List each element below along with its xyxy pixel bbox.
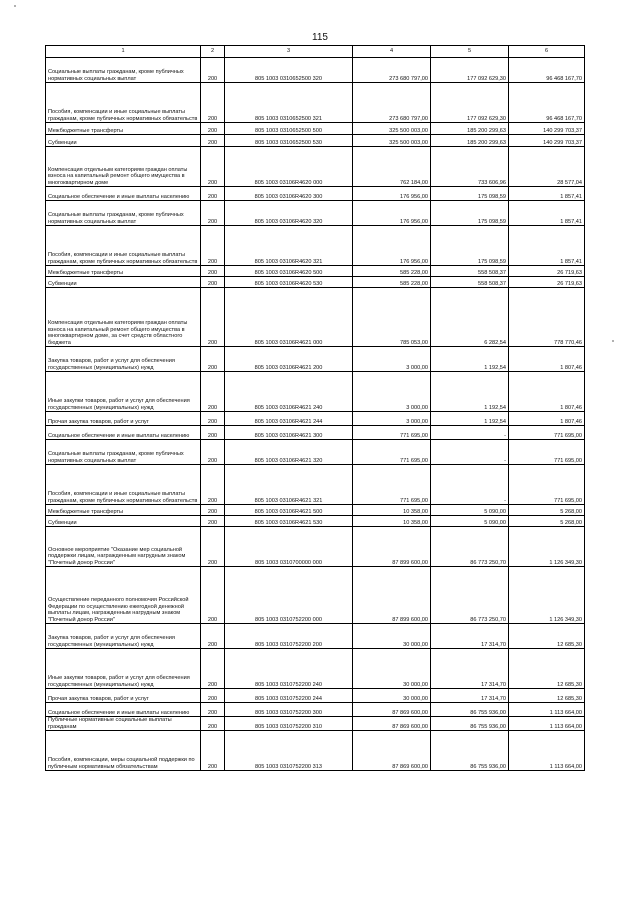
row-executed-cell: 86 773 250,70 <box>431 527 509 567</box>
row-budget-code-cell: 805 1003 0310752200 000 <box>225 567 353 624</box>
row-unexecuted-cell: 5 268,00 <box>509 505 585 516</box>
row-executed-cell: 17 314,70 <box>431 624 509 649</box>
page-number: 115 <box>312 32 328 43</box>
row-name-cell: Иные закупки товаров, работ и услуг для обеспечения государственных (муниципальных) нужд <box>46 372 201 412</box>
row-budget-code-cell: 805 1003 0310752200 244 <box>225 689 353 703</box>
row-unexecuted-cell: 1 113 664,00 <box>509 731 585 771</box>
row-unexecuted-cell: 1 857,41 <box>509 201 585 226</box>
row-line-code-cell: 200 <box>201 703 225 717</box>
row-executed-cell: - <box>431 465 509 505</box>
row-assigned-cell: 87 899 600,00 <box>353 567 431 624</box>
row-name-cell: Прочая закупка товаров, работ и услуг <box>46 412 201 426</box>
row-line-code-cell: 200 <box>201 505 225 516</box>
row-assigned-cell: 3 000,00 <box>353 372 431 412</box>
table-row <box>46 426 585 440</box>
row-unexecuted-cell: 5 268,00 <box>509 516 585 527</box>
row-executed-cell: 86 755 936,00 <box>431 717 509 731</box>
row-budget-code-cell: 805 1003 0310652500 321 <box>225 83 353 123</box>
row-budget-code-cell: 805 1003 03106R4621 240 <box>225 372 353 412</box>
table-row <box>46 58 585 83</box>
table-row <box>46 372 585 412</box>
row-unexecuted-cell: 26 719,63 <box>509 266 585 277</box>
row-assigned-cell: 585 228,00 <box>353 266 431 277</box>
row-budget-code-cell: 805 1003 03106R4620 320 <box>225 201 353 226</box>
row-unexecuted-cell: 12 685,30 <box>509 689 585 703</box>
row-budget-code-cell: 805 1003 03106R4621 320 <box>225 440 353 465</box>
row-unexecuted-cell: 12 685,30 <box>509 649 585 689</box>
row-executed-cell: 1 192,54 <box>431 412 509 426</box>
row-budget-code-cell: 805 1003 03106R4620 000 <box>225 147 353 187</box>
budget-table <box>45 45 585 771</box>
row-assigned-cell: 771 695,00 <box>353 440 431 465</box>
row-name-cell: Компенсация отдельным категориям граждан оплаты взноса на капитальный ремонт общего имущества в многоквартирном доме, за счет средств областного бюджета <box>46 288 201 347</box>
row-name-cell: Пособия, компенсации и иные социальные выплаты гражданам, кроме публичных нормативных обязательств <box>46 226 201 266</box>
row-line-code-cell: 200 <box>201 347 225 372</box>
row-budget-code-cell: 805 1003 03106R4621 300 <box>225 426 353 440</box>
row-line-code-cell: 200 <box>201 135 225 147</box>
row-name-cell: Пособия, компенсации и иные социальные выплаты гражданам, кроме публичных нормативных обязательств <box>46 83 201 123</box>
row-assigned-cell: 771 695,00 <box>353 426 431 440</box>
row-budget-code-cell: 805 1003 03106R4621 500 <box>225 505 353 516</box>
row-unexecuted-cell: 140 299 703,37 <box>509 123 585 135</box>
table-row <box>46 226 585 266</box>
row-line-code-cell: 200 <box>201 717 225 731</box>
table-row <box>46 717 585 731</box>
row-unexecuted-cell: 1 113 664,00 <box>509 717 585 731</box>
row-assigned-cell: 325 500 003,00 <box>353 135 431 147</box>
table-row <box>46 703 585 717</box>
column-header-5: 5 <box>431 46 509 58</box>
row-assigned-cell: 87 869 600,00 <box>353 731 431 771</box>
row-assigned-cell: 762 184,00 <box>353 147 431 187</box>
row-executed-cell: 5 090,00 <box>431 516 509 527</box>
row-line-code-cell: 200 <box>201 83 225 123</box>
row-executed-cell: 6 282,54 <box>431 288 509 347</box>
row-budget-code-cell: 805 1003 0310652500 320 <box>225 58 353 83</box>
table-row <box>46 83 585 123</box>
row-line-code-cell: 200 <box>201 123 225 135</box>
row-name-cell: Субвенции <box>46 277 201 288</box>
row-name-cell: Субвенции <box>46 135 201 147</box>
table-row <box>46 147 585 187</box>
table-row <box>46 412 585 426</box>
row-unexecuted-cell: 1 857,41 <box>509 187 585 201</box>
row-executed-cell: 86 755 936,00 <box>431 703 509 717</box>
row-unexecuted-cell: 96 468 167,70 <box>509 83 585 123</box>
column-header-1: 1 <box>46 46 201 58</box>
row-budget-code-cell: 805 1003 0310700000 000 <box>225 527 353 567</box>
row-name-cell: Основное мероприятие "Оказание мер социальной поддержки лицам, награжденным нагрудным знаком "Почетный донор России" <box>46 527 201 567</box>
table-row <box>46 277 585 288</box>
row-executed-cell: 733 606,96 <box>431 147 509 187</box>
row-line-code-cell: 200 <box>201 201 225 226</box>
row-name-cell: Закупка товаров, работ и услуг для обеспечения государственных (муниципальных) нужд <box>46 347 201 372</box>
row-line-code-cell: 200 <box>201 147 225 187</box>
row-budget-code-cell: 805 1003 03106R4620 300 <box>225 187 353 201</box>
row-assigned-cell: 87 899 600,00 <box>353 527 431 567</box>
row-unexecuted-cell: 140 299 703,37 <box>509 135 585 147</box>
table-row <box>46 187 585 201</box>
row-unexecuted-cell: 1 807,46 <box>509 372 585 412</box>
row-name-cell: Социальное обеспечение и иные выплаты населению <box>46 703 201 717</box>
row-executed-cell: 175 098,59 <box>431 201 509 226</box>
row-name-cell: Иные закупки товаров, работ и услуг для обеспечения государственных (муниципальных) нужд <box>46 649 201 689</box>
row-name-cell: Межбюджетные трансферты <box>46 266 201 277</box>
row-assigned-cell: 585 228,00 <box>353 277 431 288</box>
row-assigned-cell: 771 695,00 <box>353 465 431 505</box>
row-unexecuted-cell: 1 126 349,30 <box>509 567 585 624</box>
row-unexecuted-cell: 771 695,00 <box>509 440 585 465</box>
row-assigned-cell: 87 869 600,00 <box>353 703 431 717</box>
table-row <box>46 649 585 689</box>
row-assigned-cell: 10 358,00 <box>353 516 431 527</box>
column-header-3: 3 <box>225 46 353 58</box>
table-row <box>46 440 585 465</box>
row-unexecuted-cell: 1 113 664,00 <box>509 703 585 717</box>
row-line-code-cell: 200 <box>201 567 225 624</box>
table-row <box>46 266 585 277</box>
row-assigned-cell: 176 956,00 <box>353 201 431 226</box>
row-budget-code-cell: 805 1003 03106R4620 530 <box>225 277 353 288</box>
row-line-code-cell: 200 <box>201 465 225 505</box>
row-line-code-cell: 200 <box>201 689 225 703</box>
row-budget-code-cell: 805 1003 03106R4620 500 <box>225 266 353 277</box>
row-name-cell: Публичные нормативные социальные выплаты гражданам <box>46 717 201 731</box>
table-row <box>46 516 585 527</box>
row-line-code-cell: 200 <box>201 58 225 83</box>
row-unexecuted-cell: 1 807,46 <box>509 347 585 372</box>
row-line-code-cell: 200 <box>201 516 225 527</box>
row-executed-cell: 17 314,70 <box>431 649 509 689</box>
scan-speck <box>612 340 614 342</box>
row-unexecuted-cell: 96 468 167,70 <box>509 58 585 83</box>
row-unexecuted-cell: 26 719,63 <box>509 277 585 288</box>
row-line-code-cell: 200 <box>201 226 225 266</box>
row-unexecuted-cell: 28 577,04 <box>509 147 585 187</box>
row-executed-cell: 175 098,59 <box>431 226 509 266</box>
row-line-code-cell: 200 <box>201 266 225 277</box>
row-line-code-cell: 200 <box>201 624 225 649</box>
row-unexecuted-cell: 778 770,46 <box>509 288 585 347</box>
row-budget-code-cell: 805 1003 0310652500 530 <box>225 135 353 147</box>
row-assigned-cell: 176 956,00 <box>353 226 431 266</box>
table-row <box>46 731 585 771</box>
row-assigned-cell: 325 500 003,00 <box>353 123 431 135</box>
row-name-cell: Социальное обеспечение и иные выплаты населению <box>46 426 201 440</box>
row-line-code-cell: 200 <box>201 426 225 440</box>
row-executed-cell: - <box>431 440 509 465</box>
row-line-code-cell: 200 <box>201 288 225 347</box>
row-budget-code-cell: 805 1003 0310752200 300 <box>225 703 353 717</box>
row-budget-code-cell: 805 1003 0310752200 200 <box>225 624 353 649</box>
row-budget-code-cell: 805 1003 03106R4621 321 <box>225 465 353 505</box>
row-name-cell: Социальные выплаты гражданам, кроме публичных нормативных социальных выплат <box>46 58 201 83</box>
column-header-4: 4 <box>353 46 431 58</box>
row-executed-cell: 185 200 299,63 <box>431 123 509 135</box>
table-row <box>46 135 585 147</box>
column-header-6: 6 <box>509 46 585 58</box>
row-line-code-cell: 200 <box>201 187 225 201</box>
row-budget-code-cell: 805 1003 03106R4621 200 <box>225 347 353 372</box>
row-line-code-cell: 200 <box>201 527 225 567</box>
row-line-code-cell: 200 <box>201 372 225 412</box>
row-line-code-cell: 200 <box>201 649 225 689</box>
row-assigned-cell: 273 680 797,00 <box>353 58 431 83</box>
row-assigned-cell: 3 000,00 <box>353 347 431 372</box>
row-name-cell: Осуществление переданного полномочия Российской Федерации по осуществлению ежегодной денежной выплаты лицам, награжденным нагрудным знаком "Почетный донор России" <box>46 567 201 624</box>
row-unexecuted-cell: 771 695,00 <box>509 465 585 505</box>
row-budget-code-cell: 805 1003 03106R4620 321 <box>225 226 353 266</box>
row-name-cell: Социальное обеспечение и иные выплаты населению <box>46 187 201 201</box>
row-name-cell: Компенсация отдельным категориям граждан оплаты взноса на капитальный ремонт общего имущества в многоквартирном доме <box>46 147 201 187</box>
row-unexecuted-cell: 12 685,30 <box>509 624 585 649</box>
row-assigned-cell: 785 053,00 <box>353 288 431 347</box>
row-executed-cell: 5 090,00 <box>431 505 509 516</box>
row-budget-code-cell: 805 1003 0310752200 313 <box>225 731 353 771</box>
row-name-cell: Пособия, компенсации, меры социальной поддержки по публичным нормативным обязательствам <box>46 731 201 771</box>
row-assigned-cell: 10 358,00 <box>353 505 431 516</box>
row-line-code-cell: 200 <box>201 412 225 426</box>
table-row <box>46 689 585 703</box>
table-row <box>46 505 585 516</box>
row-unexecuted-cell: 1 807,46 <box>509 412 585 426</box>
row-name-cell: Прочая закупка товаров, работ и услуг <box>46 689 201 703</box>
row-unexecuted-cell: 771 695,00 <box>509 426 585 440</box>
row-assigned-cell: 30 000,00 <box>353 689 431 703</box>
row-executed-cell: 17 314,70 <box>431 689 509 703</box>
row-name-cell: Пособия, компенсации и иные социальные выплаты гражданам, кроме публичных нормативных обязательств <box>46 465 201 505</box>
row-assigned-cell: 3 000,00 <box>353 412 431 426</box>
table-row <box>46 201 585 226</box>
row-unexecuted-cell: 1 857,41 <box>509 226 585 266</box>
row-executed-cell: 1 192,54 <box>431 372 509 412</box>
column-number-row <box>46 46 585 58</box>
row-executed-cell: 177 092 629,30 <box>431 83 509 123</box>
row-executed-cell: 86 773 250,70 <box>431 567 509 624</box>
row-name-cell: Субвенции <box>46 516 201 527</box>
row-budget-code-cell: 805 1003 0310652500 500 <box>225 123 353 135</box>
row-executed-cell: 1 192,54 <box>431 347 509 372</box>
row-line-code-cell: 200 <box>201 277 225 288</box>
row-unexecuted-cell: 1 126 349,30 <box>509 527 585 567</box>
row-assigned-cell: 30 000,00 <box>353 649 431 689</box>
row-executed-cell: 175 098,59 <box>431 187 509 201</box>
row-line-code-cell: 200 <box>201 440 225 465</box>
column-header-2: 2 <box>201 46 225 58</box>
row-line-code-cell: 200 <box>201 731 225 771</box>
row-name-cell: Социальные выплаты гражданам, кроме публичных нормативных социальных выплат <box>46 440 201 465</box>
row-budget-code-cell: 805 1003 0310752200 310 <box>225 717 353 731</box>
row-budget-code-cell: 805 1003 03106R4621 244 <box>225 412 353 426</box>
row-budget-code-cell: 805 1003 03106R4621 530 <box>225 516 353 527</box>
row-executed-cell: 558 508,37 <box>431 266 509 277</box>
row-name-cell: Закупка товаров, работ и услуг для обеспечения государственных (муниципальных) нужд <box>46 624 201 649</box>
table-row <box>46 123 585 135</box>
scan-speck <box>14 5 16 7</box>
table-row <box>46 465 585 505</box>
row-name-cell: Социальные выплаты гражданам, кроме публичных нормативных социальных выплат <box>46 201 201 226</box>
row-assigned-cell: 30 000,00 <box>353 624 431 649</box>
table-row <box>46 527 585 567</box>
row-executed-cell: 86 755 936,00 <box>431 731 509 771</box>
row-name-cell: Межбюджетные трансферты <box>46 505 201 516</box>
table-row <box>46 288 585 347</box>
row-budget-code-cell: 805 1003 0310752200 240 <box>225 649 353 689</box>
row-assigned-cell: 87 869 600,00 <box>353 717 431 731</box>
row-executed-cell: 177 092 629,30 <box>431 58 509 83</box>
table-row <box>46 624 585 649</box>
table-row <box>46 347 585 372</box>
row-budget-code-cell: 805 1003 03106R4621 000 <box>225 288 353 347</box>
row-assigned-cell: 176 956,00 <box>353 187 431 201</box>
row-executed-cell: 558 508,37 <box>431 277 509 288</box>
row-executed-cell: - <box>431 426 509 440</box>
row-executed-cell: 185 200 299,63 <box>431 135 509 147</box>
row-name-cell: Межбюджетные трансферты <box>46 123 201 135</box>
table-row <box>46 567 585 624</box>
row-assigned-cell: 273 680 797,00 <box>353 83 431 123</box>
